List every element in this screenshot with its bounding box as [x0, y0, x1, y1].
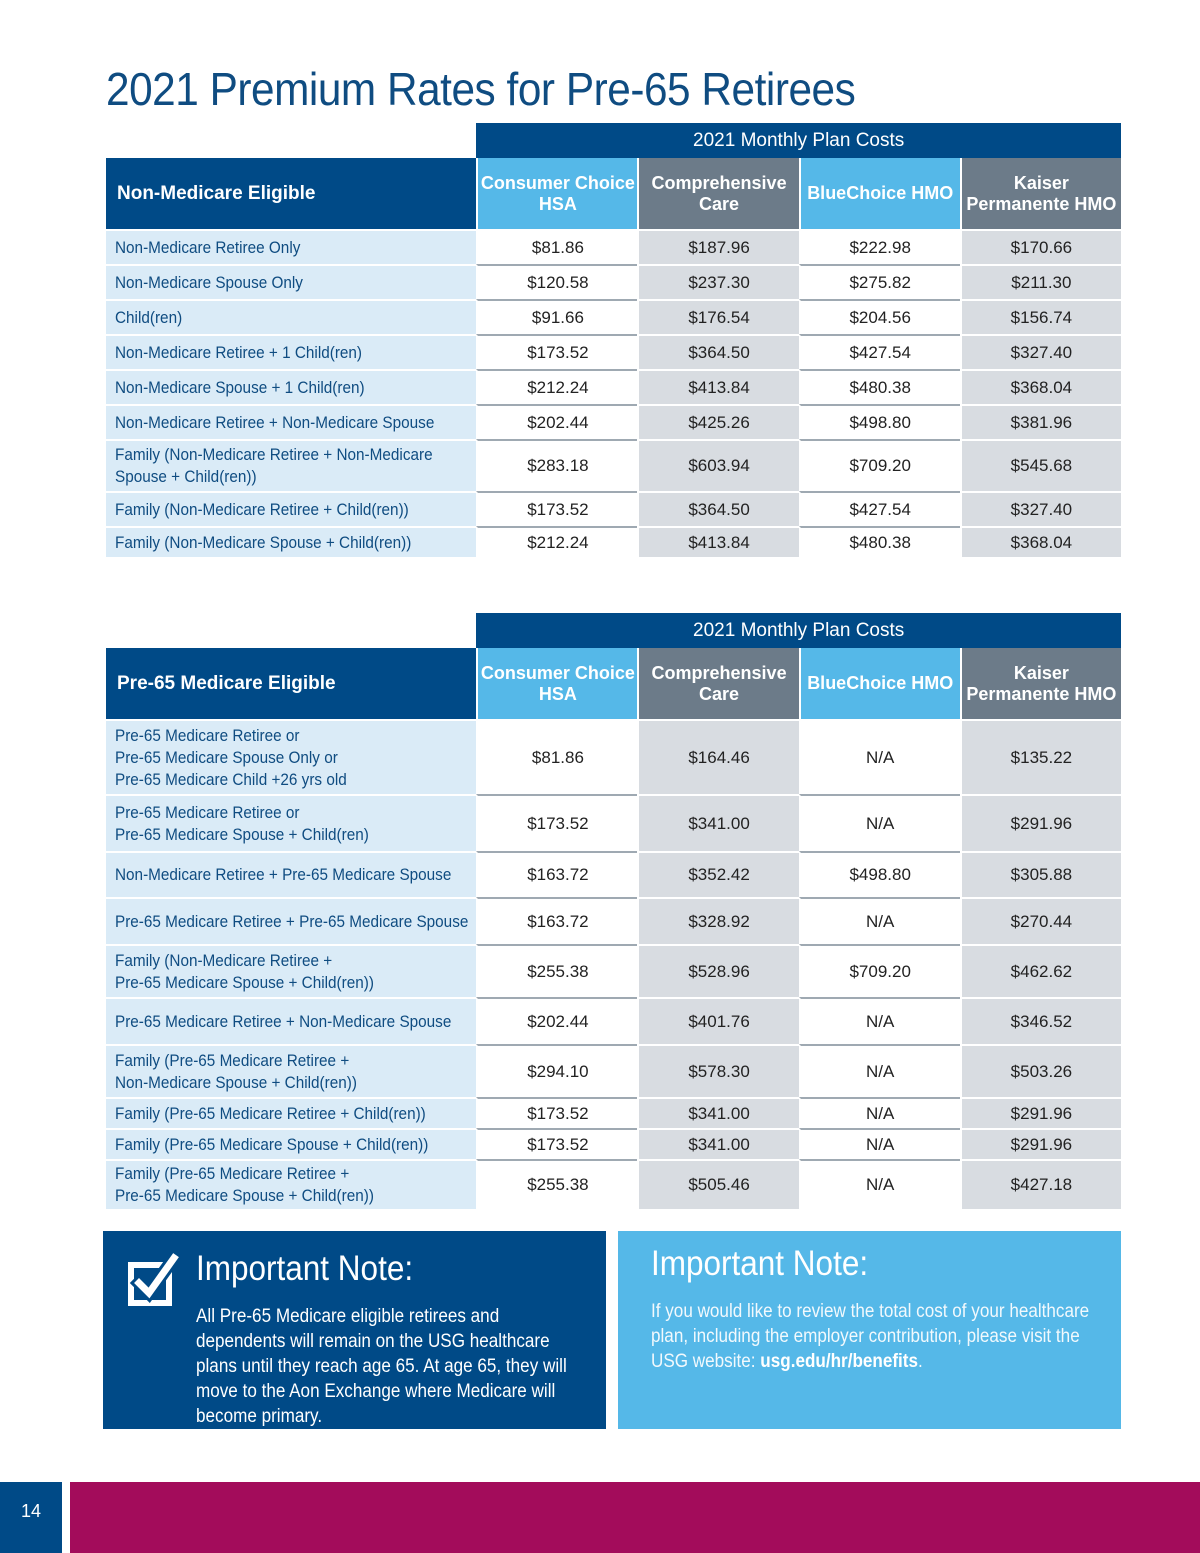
table-corner-blank — [106, 123, 476, 158]
important-note-total-cost — [618, 1231, 1121, 1429]
premium-cell-kaiser-permanente-hmo: $503.26 — [960, 1044, 1121, 1097]
premium-cell-consumer-choice-hsa: $294.10 — [476, 1044, 637, 1097]
premium-cell-bluechoice-hmo: N/A — [799, 1097, 960, 1128]
coverage-tier-label: Family (Non-Medicare Retiree + Non-Medicare Spouse + Child(ren)) — [106, 439, 476, 491]
premium-cell-consumer-choice-hsa: $163.72 — [476, 851, 637, 897]
plan-header-kaiser-permanente-hmo: Kaiser Permanente HMO — [960, 158, 1121, 229]
table-row — [106, 526, 1121, 557]
table-row — [106, 719, 1121, 794]
plan-header-comprehensive-care: Comprehensive Care — [637, 648, 798, 719]
table-row — [106, 439, 1121, 491]
table-row — [106, 1044, 1121, 1097]
note-body-text: If you would like to review the total cost of your healthcare plan, including the employer contribution, please visit the USG website: — [651, 1301, 1090, 1372]
coverage-tier-label: Pre-65 Medicare Retiree + Non-Medicare Spouse — [106, 997, 476, 1044]
premium-cell-bluechoice-hmo: N/A — [799, 794, 960, 851]
premium-cell-consumer-choice-hsa: $91.66 — [476, 299, 637, 334]
premium-cell-consumer-choice-hsa: $202.44 — [476, 404, 637, 439]
premium-cell-comprehensive-care: $187.96 — [637, 229, 798, 264]
table-corner-blank — [106, 613, 476, 648]
premium-cell-bluechoice-hmo: $427.54 — [799, 334, 960, 369]
premium-cell-bluechoice-hmo: $204.56 — [799, 299, 960, 334]
premium-cell-kaiser-permanente-hmo: $368.04 — [960, 526, 1121, 557]
premium-cell-comprehensive-care: $603.94 — [637, 439, 798, 491]
premium-cell-comprehensive-care: $364.50 — [637, 334, 798, 369]
table-row — [106, 1128, 1121, 1159]
premium-cell-kaiser-permanente-hmo: $291.96 — [960, 1097, 1121, 1128]
premium-cell-kaiser-permanente-hmo: $270.44 — [960, 897, 1121, 944]
premium-cell-bluechoice-hmo: $498.80 — [799, 404, 960, 439]
premium-cell-comprehensive-care: $176.54 — [637, 299, 798, 334]
plan-header-comprehensive-care: Comprehensive Care — [637, 158, 798, 229]
premium-cell-comprehensive-care: $364.50 — [637, 491, 798, 526]
premium-cell-comprehensive-care: $164.46 — [637, 719, 798, 794]
premium-cell-comprehensive-care: $341.00 — [637, 1128, 798, 1159]
premium-cell-bluechoice-hmo: N/A — [799, 1128, 960, 1159]
coverage-tier-label: Family (Pre-65 Medicare Spouse + Child(ren)) — [106, 1128, 476, 1159]
premium-cell-bluechoice-hmo: N/A — [799, 997, 960, 1044]
coverage-tier-label: Non-Medicare Retiree + Non-Medicare Spouse — [106, 404, 476, 439]
coverage-tier-label: Non-Medicare Retiree + 1 Child(ren) — [106, 334, 476, 369]
premium-cell-comprehensive-care: $341.00 — [637, 1097, 798, 1128]
premium-cell-bluechoice-hmo: N/A — [799, 897, 960, 944]
table-row — [106, 997, 1121, 1044]
plan-header-kaiser-permanente-hmo: Kaiser Permanente HMO — [960, 648, 1121, 719]
premium-cell-consumer-choice-hsa: $173.52 — [476, 334, 637, 369]
premium-cell-consumer-choice-hsa: $173.52 — [476, 1128, 637, 1159]
page-title: 2021 Premium Rates for Pre-65 Retirees — [106, 63, 856, 115]
table-row — [106, 299, 1121, 334]
important-note-aon-exchange — [103, 1231, 606, 1429]
premium-cell-consumer-choice-hsa: $255.38 — [476, 944, 637, 997]
table-row — [106, 944, 1121, 997]
premium-cell-bluechoice-hmo: $480.38 — [799, 369, 960, 404]
premium-cell-bluechoice-hmo: $275.82 — [799, 264, 960, 299]
premium-cell-bluechoice-hmo: $427.54 — [799, 491, 960, 526]
premium-cell-consumer-choice-hsa: $212.24 — [476, 369, 637, 404]
premium-cell-bluechoice-hmo: N/A — [799, 1159, 960, 1209]
premium-cell-kaiser-permanente-hmo: $305.88 — [960, 851, 1121, 897]
coverage-tier-label: Family (Pre-65 Medicare Retiree + Pre-65 Medicare Spouse + Child(ren)) — [106, 1159, 476, 1209]
premium-cell-bluechoice-hmo: $709.20 — [799, 944, 960, 997]
premium-cell-kaiser-permanente-hmo: $427.18 — [960, 1159, 1121, 1209]
premium-cell-kaiser-permanente-hmo: $291.96 — [960, 794, 1121, 851]
section-header: Pre-65 Medicare Eligible — [106, 648, 476, 719]
plan-header-bluechoice-hmo: BlueChoice HMO — [799, 648, 960, 719]
note-title: Important Note: — [651, 1244, 869, 1283]
premium-cell-comprehensive-care: $505.46 — [637, 1159, 798, 1209]
table-row — [106, 264, 1121, 299]
premium-cell-comprehensive-care: $401.76 — [637, 997, 798, 1044]
premium-cell-kaiser-permanente-hmo: $327.40 — [960, 334, 1121, 369]
pre65-medicare-rate-table — [106, 613, 1121, 1209]
coverage-tier-label: Family (Pre-65 Medicare Retiree + Child(ren)) — [106, 1097, 476, 1128]
table-row — [106, 1159, 1121, 1209]
coverage-tier-label: Non-Medicare Spouse + 1 Child(ren) — [106, 369, 476, 404]
table-row — [106, 851, 1121, 897]
table-row — [106, 794, 1121, 851]
premium-cell-consumer-choice-hsa: $163.72 — [476, 897, 637, 944]
footer-bar — [70, 1482, 1200, 1553]
premium-cell-consumer-choice-hsa: $255.38 — [476, 1159, 637, 1209]
premium-cell-comprehensive-care: $425.26 — [637, 404, 798, 439]
table-row — [106, 404, 1121, 439]
page-number: 14 — [20, 1501, 42, 1521]
section-header: Non-Medicare Eligible — [106, 158, 476, 229]
table-row — [106, 229, 1121, 264]
note-body-suffix: . — [918, 1351, 923, 1372]
premium-cell-bluechoice-hmo: $709.20 — [799, 439, 960, 491]
premium-cell-kaiser-permanente-hmo: $346.52 — [960, 997, 1121, 1044]
coverage-tier-label: Child(ren) — [106, 299, 476, 334]
premium-cell-kaiser-permanente-hmo: $291.96 — [960, 1128, 1121, 1159]
premium-cell-comprehensive-care: $413.84 — [637, 526, 798, 557]
coverage-tier-label: Family (Pre-65 Medicare Retiree + Non-Medicare Spouse + Child(ren)) — [106, 1044, 476, 1097]
table-row — [106, 1097, 1121, 1128]
table-row — [106, 334, 1121, 369]
premium-cell-bluechoice-hmo: $480.38 — [799, 526, 960, 557]
note-title: Important Note: — [196, 1249, 414, 1288]
premium-cell-consumer-choice-hsa: $120.58 — [476, 264, 637, 299]
coverage-tier-label: Non-Medicare Retiree + Pre-65 Medicare Spouse — [106, 851, 476, 897]
plan-header-consumer-choice-hsa: Consumer Choice HSA — [476, 158, 637, 229]
coverage-tier-label: Family (Non-Medicare Spouse + Child(ren)) — [106, 526, 476, 557]
coverage-tier-label: Non-Medicare Spouse Only — [106, 264, 476, 299]
premium-cell-consumer-choice-hsa: $81.86 — [476, 229, 637, 264]
premium-cell-consumer-choice-hsa: $173.52 — [476, 1097, 637, 1128]
premium-cell-consumer-choice-hsa: $202.44 — [476, 997, 637, 1044]
premium-cell-kaiser-permanente-hmo: $135.22 — [960, 719, 1121, 794]
premium-cell-comprehensive-care: $528.96 — [637, 944, 798, 997]
premium-cell-consumer-choice-hsa: $283.18 — [476, 439, 637, 491]
coverage-tier-label: Family (Non-Medicare Retiree + Child(ren)) — [106, 491, 476, 526]
coverage-tier-label: Pre-65 Medicare Retiree + Pre-65 Medicare Spouse — [106, 897, 476, 944]
coverage-tier-label: Family (Non-Medicare Retiree + Pre-65 Medicare Spouse + Child(ren)) — [106, 944, 476, 997]
note-body: All Pre-65 Medicare eligible retirees and dependents will remain on the USG healthcare plans until they reach age 65. At age 65, they will move to the Aon Exchange where Medicare will become primary. — [196, 1306, 567, 1427]
premium-cell-bluechoice-hmo: N/A — [799, 719, 960, 794]
coverage-tier-label: Pre-65 Medicare Retiree or Pre-65 Medicare Spouse + Child(ren) — [106, 794, 476, 851]
premium-cell-consumer-choice-hsa: $173.52 — [476, 491, 637, 526]
non-medicare-rate-table — [106, 123, 1121, 557]
table-row — [106, 491, 1121, 526]
checkbox-check-icon — [128, 1253, 180, 1309]
premium-cell-kaiser-permanente-hmo: $368.04 — [960, 369, 1121, 404]
premium-cell-bluechoice-hmo: $498.80 — [799, 851, 960, 897]
page-number-box — [0, 1482, 62, 1553]
premium-cell-kaiser-permanente-hmo: $170.66 — [960, 229, 1121, 264]
premium-cell-kaiser-permanente-hmo: $545.68 — [960, 439, 1121, 491]
plan-header-bluechoice-hmo: BlueChoice HMO — [799, 158, 960, 229]
premium-cell-consumer-choice-hsa: $212.24 — [476, 526, 637, 557]
premium-cell-kaiser-permanente-hmo: $211.30 — [960, 264, 1121, 299]
benefits-website-link[interactable]: usg.edu/hr/benefits — [760, 1351, 919, 1372]
monthly-costs-banner: 2021 Monthly Plan Costs — [476, 123, 1121, 158]
note-body — [651, 1299, 1141, 1374]
monthly-costs-banner: 2021 Monthly Plan Costs — [476, 613, 1121, 648]
table-row — [106, 369, 1121, 404]
coverage-tier-label: Non-Medicare Retiree Only — [106, 229, 476, 264]
premium-cell-consumer-choice-hsa: $173.52 — [476, 794, 637, 851]
coverage-tier-label: Pre-65 Medicare Retiree or Pre-65 Medicare Spouse Only or Pre-65 Medicare Child +26 yrs old — [106, 719, 476, 794]
premium-cell-consumer-choice-hsa: $81.86 — [476, 719, 637, 794]
premium-cell-comprehensive-care: $237.30 — [637, 264, 798, 299]
premium-cell-kaiser-permanente-hmo: $462.62 — [960, 944, 1121, 997]
premium-cell-kaiser-permanente-hmo: $156.74 — [960, 299, 1121, 334]
premium-cell-comprehensive-care: $578.30 — [637, 1044, 798, 1097]
premium-cell-bluechoice-hmo: $222.98 — [799, 229, 960, 264]
premium-cell-comprehensive-care: $352.42 — [637, 851, 798, 897]
plan-header-consumer-choice-hsa: Consumer Choice HSA — [476, 648, 637, 719]
premium-cell-comprehensive-care: $413.84 — [637, 369, 798, 404]
premium-cell-comprehensive-care: $341.00 — [637, 794, 798, 851]
premium-cell-comprehensive-care: $328.92 — [637, 897, 798, 944]
table-row — [106, 897, 1121, 944]
premium-cell-kaiser-permanente-hmo: $381.96 — [960, 404, 1121, 439]
premium-cell-kaiser-permanente-hmo: $327.40 — [960, 491, 1121, 526]
premium-cell-bluechoice-hmo: N/A — [799, 1044, 960, 1097]
